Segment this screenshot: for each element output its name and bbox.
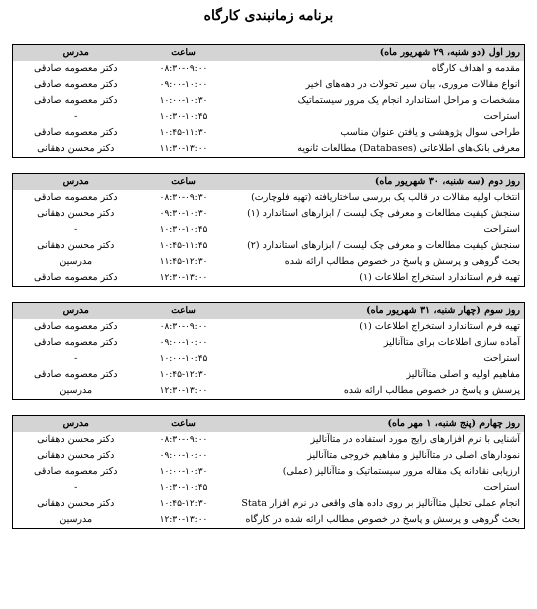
table-row xyxy=(13,383,525,400)
table-row xyxy=(13,238,525,254)
time-cell: ۰۸:۳۰-۰۹:۰۰ xyxy=(159,434,208,445)
table-row xyxy=(13,125,525,141)
activity-cell: مقدمه و اهداف کارگاه xyxy=(229,61,525,77)
activity-cell: آشنایی با نرم افزارهای رایج مورد استفاده در متاآنالیز xyxy=(229,432,525,448)
table-row xyxy=(13,448,525,464)
spacer-cell xyxy=(13,400,525,416)
table-row xyxy=(13,93,525,109)
instructor-cell: دکتر معصومه صادقی xyxy=(13,367,139,383)
instructor-column-header: مدرس xyxy=(13,416,139,433)
day-header-row xyxy=(13,303,525,320)
time-cell: ۰۹:۰۰-۱۰:۰۰ xyxy=(159,337,208,348)
activity-cell: مشخصات و مراحل استاندارد انجام یک مرور سیستماتیک xyxy=(229,93,525,109)
day-header: روز دوم (سه شنبه، ۳۰ شهریور ماه) xyxy=(229,174,525,191)
time-cell: ۰۸:۳۰-۰۹:۳۰ xyxy=(159,192,208,203)
time-cell: ۱۰:۳۰-۱۰:۴۵ xyxy=(159,224,208,235)
instructor-cell: دکتر محسن دهقانی xyxy=(13,206,139,222)
spacer-cell xyxy=(13,287,525,303)
instructor-cell: دکتر معصومه صادقی xyxy=(13,270,139,287)
time-cell: ۱۰:۴۵-۱۱:۴۵ xyxy=(159,240,208,251)
instructor-cell: دکتر محسن دهقانی xyxy=(13,448,139,464)
instructor-column-header: مدرس xyxy=(13,303,139,320)
instructor-cell: - xyxy=(13,222,139,238)
table-row xyxy=(13,190,525,206)
activity-cell: طراحی سوال پژوهشی و یافتن عنوان مناسب xyxy=(229,125,525,141)
activity-cell: استراحت xyxy=(229,480,525,496)
activity-cell: استراحت xyxy=(229,222,525,238)
time-cell: ۰۹:۳۰-۱۰:۳۰ xyxy=(159,208,208,219)
instructor-cell: دکتر محسن دهقانی xyxy=(13,141,139,158)
time-cell: ۱۲:۳۰-۱۳:۰۰ xyxy=(139,383,229,400)
table-row xyxy=(13,254,525,270)
day-header-row xyxy=(13,416,525,433)
page-title: برنامه زمانبندی کارگاه xyxy=(203,8,334,24)
activity-cell: انتخاب اولیه مقالات در قالب یک بررسی ساختاریافته (تهیه فلوچارت) xyxy=(229,190,525,206)
instructor-cell: - xyxy=(13,109,139,125)
time-cell: ۱۰:۳۰-۱۰:۴۵ xyxy=(159,482,208,493)
time-column-header: ساعت xyxy=(139,303,229,320)
table-row xyxy=(13,270,525,287)
time-cell: ۰۹:۰۰-۱۰:۰۰ xyxy=(159,450,208,461)
time-cell: ۱۰:۰۰-۱۰:۴۵ xyxy=(159,353,208,364)
activity-cell: انواع مقالات مروری، بیان سیر تحولات در دهه‌های اخیر xyxy=(229,77,525,93)
day-spacer xyxy=(13,158,525,174)
time-cell: ۱۱:۳۰-۱۳:۰۰ xyxy=(139,141,229,158)
table-row xyxy=(13,141,525,158)
table-row xyxy=(13,109,525,125)
time-cell: ۰۸:۳۰-۰۹:۰۰ xyxy=(159,321,208,332)
time-cell: ۱۱:۴۵-۱۲:۳۰ xyxy=(159,256,208,267)
time-cell: ۱۲:۳۰-۱۳:۰۰ xyxy=(139,270,229,287)
instructor-cell: دکتر معصومه صادقی xyxy=(13,319,139,335)
table-row xyxy=(13,480,525,496)
activity-cell: تهیه فرم استاندارد استخراج اطلاعات (۱) xyxy=(229,270,525,287)
day-header-row xyxy=(13,45,525,62)
activity-cell: پرسش و پاسخ در خصوص مطالب ارائه شده xyxy=(229,383,525,400)
day-spacer xyxy=(13,400,525,416)
table-row xyxy=(13,77,525,93)
instructor-cell: - xyxy=(13,351,139,367)
day-header: روز اول (دو شنبه، ۲۹ شهریور ماه) xyxy=(229,45,525,62)
instructor-cell: دکتر معصومه صادقی xyxy=(13,190,139,206)
table-row xyxy=(13,432,525,448)
time-column-header: ساعت xyxy=(139,416,229,433)
activity-cell: تهیه فرم استاندارد استخراج اطلاعات (۱) xyxy=(229,319,525,335)
activity-cell: استراحت xyxy=(229,351,525,367)
table-row xyxy=(13,351,525,367)
time-cell: ۰۸:۳۰-۰۹:۰۰ xyxy=(159,63,208,74)
instructor-cell: دکتر معصومه صادقی xyxy=(13,61,139,77)
instructor-cell: دکتر محسن دهقانی xyxy=(13,238,139,254)
activity-cell: مفاهیم اولیه و اصلی متاآنالیز xyxy=(229,367,525,383)
activity-cell: سنجش کیفیت مطالعات و معرفی چک لیست / ابزارهای استاندارد (۱) xyxy=(229,206,525,222)
instructor-cell: دکتر معصومه صادقی xyxy=(13,93,139,109)
table-row xyxy=(13,464,525,480)
instructor-column-header: مدرس xyxy=(13,174,139,191)
table-row xyxy=(13,61,525,77)
time-cell: ۱۰:۴۵-۱۱:۳۰ xyxy=(159,127,208,138)
instructor-cell: مدرسین xyxy=(13,512,139,529)
activity-cell: معرفی بانک‌های اطلاعاتی (Databases) مطالعات ثانویه xyxy=(229,141,525,158)
instructor-cell: دکتر معصومه صادقی xyxy=(13,125,139,141)
spacer-cell xyxy=(13,158,525,174)
day-header-row xyxy=(13,174,525,191)
table-row xyxy=(13,496,525,512)
instructor-cell: مدرسین xyxy=(13,383,139,400)
activity-cell: سنجش کیفیت مطالعات و معرفی چک لیست / ابزارهای استاندارد (۲) xyxy=(229,238,525,254)
instructor-cell: دکتر معصومه صادقی xyxy=(13,464,139,480)
day-header: روز چهارم (پنج شنبه، ۱ مهر ماه) xyxy=(229,416,525,433)
time-cell: ۰۹:۰۰-۱۰:۰۰ xyxy=(159,79,208,90)
schedule-table xyxy=(12,44,525,529)
activity-cell: ارزیابی نقادانه یک مقاله مرور سیستماتیک و متاآنالیز (عملی) xyxy=(229,464,525,480)
time-cell: ۱۰:۴۵-۱۲:۳۰ xyxy=(159,498,208,509)
table-row xyxy=(13,319,525,335)
instructor-cell: دکتر محسن دهقانی xyxy=(13,496,139,512)
table-row xyxy=(13,367,525,383)
table-row xyxy=(13,335,525,351)
table-row xyxy=(13,512,525,529)
time-cell: ۱۰:۴۵-۱۲:۳۰ xyxy=(159,369,208,380)
activity-cell: بحث گروهی و پرسش و پاسخ در خصوص مطالب ارائه شده در کارگاه xyxy=(229,512,525,529)
time-column-header: ساعت xyxy=(139,174,229,191)
instructor-column-header: مدرس xyxy=(13,45,139,62)
time-cell: ۱۰:۰۰-۱۰:۳۰ xyxy=(159,95,208,106)
instructor-cell: - xyxy=(13,480,139,496)
activity-cell: نمودارهای اصلی در متاآنالیز و مفاهیم خروجی متاآنالیز xyxy=(229,448,525,464)
activity-cell: آماده سازی اطلاعات برای متاآنالیز xyxy=(229,335,525,351)
instructor-cell: دکتر معصومه صادقی xyxy=(13,335,139,351)
instructor-cell: دکتر محسن دهقانی xyxy=(13,432,139,448)
instructor-cell: دکتر معصومه صادقی xyxy=(13,77,139,93)
instructor-cell: مدرسین xyxy=(13,254,139,270)
table-row xyxy=(13,206,525,222)
activity-cell: انجام عملی تحلیل متاآنالیز بر روی داده های واقعی در نرم افزار Stata xyxy=(229,496,525,512)
activity-cell: بحث گروهی و پرسش و پاسخ در خصوص مطالب ارائه شده xyxy=(229,254,525,270)
time-cell: ۱۰:۰۰-۱۰:۳۰ xyxy=(159,466,208,477)
day-spacer xyxy=(13,287,525,303)
day-header: روز سوم (چهار شنبه، ۳۱ شهریور ماه) xyxy=(229,303,525,320)
table-row xyxy=(13,222,525,238)
time-cell: ۱۲:۳۰-۱۳:۰۰ xyxy=(139,512,229,529)
activity-cell: استراحت xyxy=(229,109,525,125)
time-column-header: ساعت xyxy=(139,45,229,62)
time-cell: ۱۰:۳۰-۱۰:۴۵ xyxy=(159,111,208,122)
